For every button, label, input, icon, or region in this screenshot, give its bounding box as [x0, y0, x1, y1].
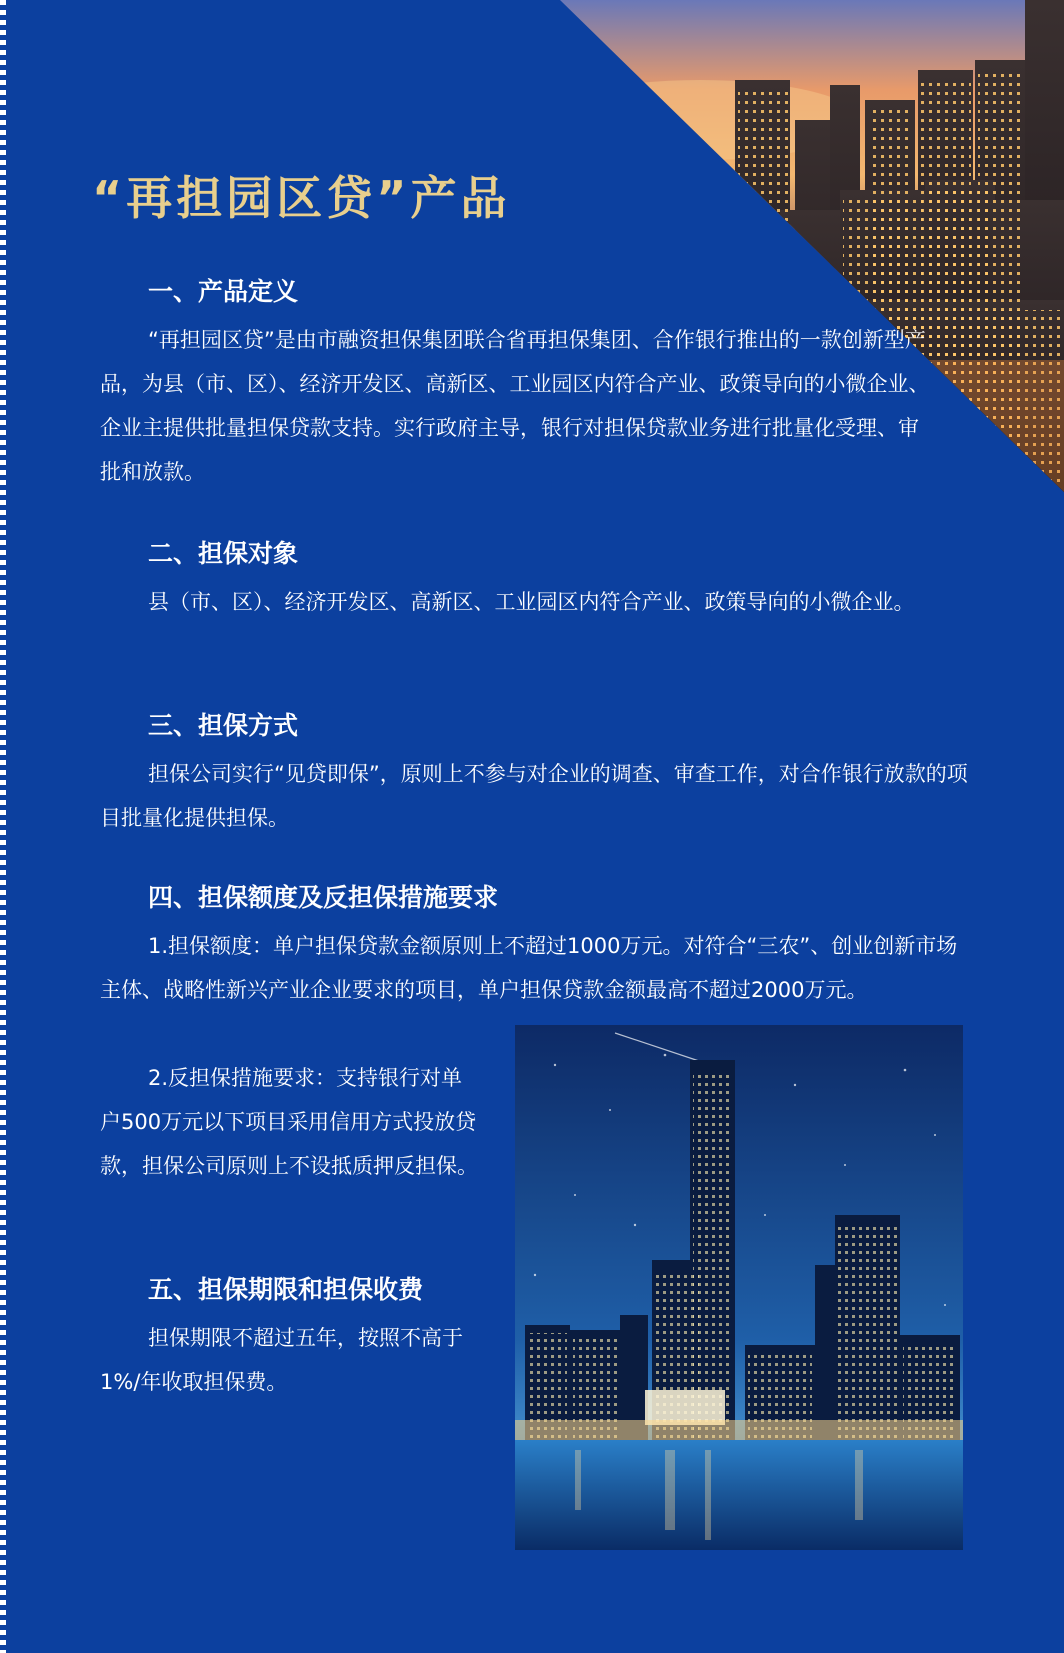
paragraph-quota: 1.担保额度：单户担保贷款金额原则上不超过1000万元。对符合“三农”、创业创新市场主体、战略性新兴产业企业要求的项目，单户担保贷款金额最高不超过2000万元。	[100, 934, 958, 1002]
paragraph-definition: “再担园区贷”是由市融资担保集团联合省再担保集团、合作银行推出的一款创新型产品，为县（市、区）、经济开发区、高新区、工业园区内符合产业、政策导向的小微企业、企业主提供批量担保贷款支持。实行政府主导，银行对担保贷款业务进行批量化受理、审批和放款。	[100, 328, 930, 484]
section-heading-target: 二、担保对象	[148, 539, 299, 568]
paragraph-counter-guarantee: 2.反担保措施要求：支持银行对单户500万元以下项目采用信用方式投放贷款，担保公司原则上不设抵质押反担保。	[100, 1066, 478, 1178]
section-heading-method: 三、担保方式	[148, 711, 299, 740]
section-heading-definition: 一、产品定义	[148, 277, 299, 306]
paragraph-term-fee: 担保期限不超过五年，按照不高于1%/年收取担保费。	[100, 1326, 463, 1394]
city-night-photo-bottom	[515, 1025, 963, 1550]
paragraph-target: 县（市、区）、经济开发区、高新区、工业园区内符合产业、政策导向的小微企业。	[148, 590, 915, 614]
paragraph-method: 担保公司实行“见贷即保”，原则上不参与对企业的调查、审查工作，对合作银行放款的项目批量化提供担保。	[100, 762, 968, 830]
page-title: “再担园区贷”产品	[92, 171, 511, 225]
section-heading-term-fee: 五、担保期限和担保收费	[148, 1275, 424, 1304]
section-heading-quota: 四、担保额度及反担保措施要求	[148, 883, 499, 912]
